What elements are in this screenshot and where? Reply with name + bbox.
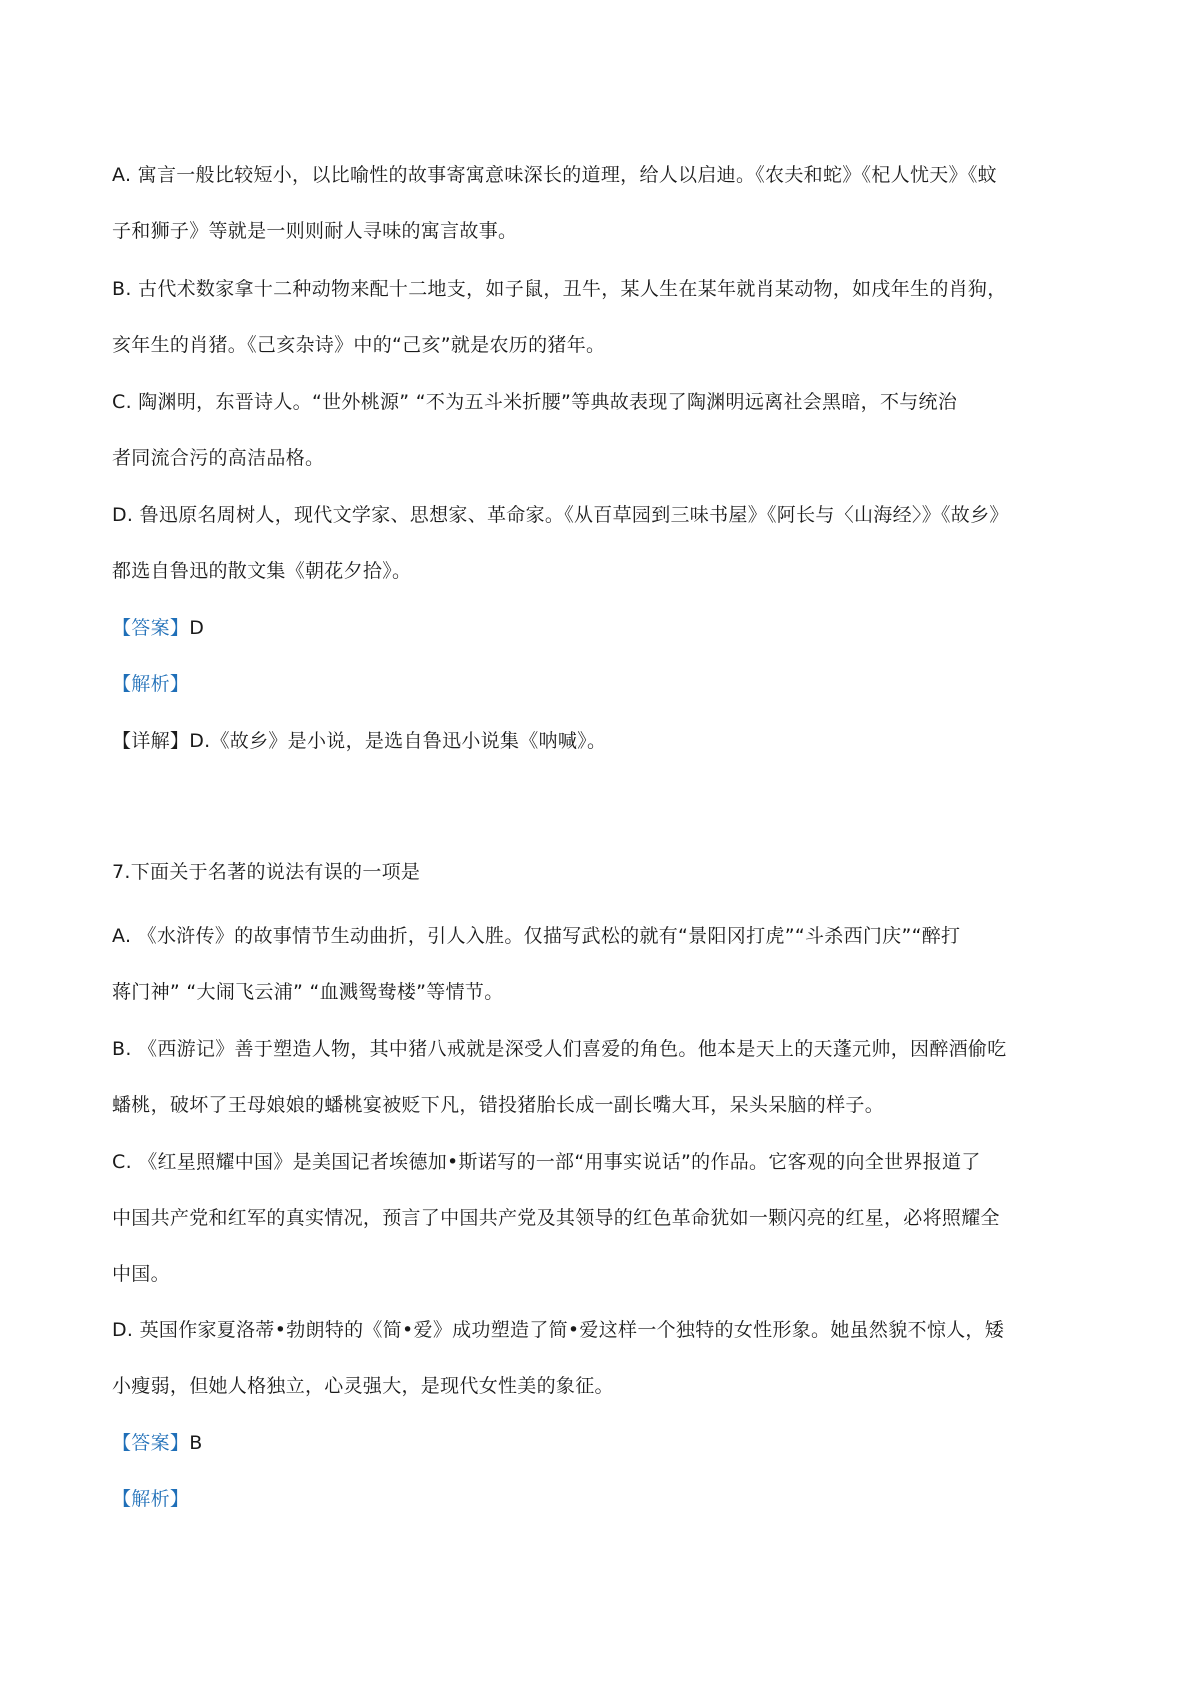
q6-option-d-line2: 都选自鲁迅的散文集《朝花夕拾》。	[112, 560, 412, 582]
answer-tag: 【答案】	[112, 1432, 190, 1454]
q7-stem: 7.下面关于名著的说法有误的一项是	[112, 861, 421, 883]
q6-option-d-line1: D. 鲁迅原名周树人，现代文学家、思想家、革命家。《从百草园到三味书屋》《阿长与〈山海经〉》《故乡》	[112, 504, 1009, 526]
answer-value: B	[189, 1432, 203, 1454]
q7-analysis	[112, 1485, 189, 1513]
q6-option-a-line2: 子和狮子》等就是一则则耐人寻味的寓言故事。	[112, 220, 518, 242]
q7-option-d-line2: 小瘦弱，但她人格独立，心灵强大，是现代女性美的象征。	[112, 1375, 614, 1397]
q6-option-b-line1: B. 古代术数家拿十二种动物来配十二地支，如子鼠，丑牛，某人生在某年就肖某动物，如戌年生的肖狗，	[112, 278, 1007, 300]
q7-option-b-line2: 蟠桃，破坏了王母娘娘的蟠桃宴被贬下凡，错投猪胎长成一副长嘴大耳，呆头呆脑的样子。	[112, 1094, 885, 1116]
q7-option-a-line2: 蒋门神” “大闹飞云浦” “血溅鸳鸯楼”等情节。	[112, 981, 504, 1003]
analysis-tag: 【解析】	[112, 673, 190, 695]
q6-option-b-line2: 亥年生的肖猪。《己亥杂诗》中的“己亥”就是农历的猪年。	[112, 334, 606, 356]
q6-option-c-line2: 者同流合污的高洁品格。	[112, 447, 325, 469]
detail-tag: 【详解】	[112, 730, 190, 752]
detail-text: D.《故乡》是小说，是选自鲁迅小说集《呐喊》。	[189, 730, 607, 752]
answer-tag: 【答案】	[112, 617, 190, 639]
q7-option-c-line3: 中国。	[112, 1263, 170, 1285]
q7-option-a-line1: A. 《水浒传》的故事情节生动曲折，引人入胜。仅描写武松的就有“景阳冈打虎”“斗杀西门庆”“醉打	[112, 925, 961, 947]
q7-option-c-line1: C. 《红星照耀中国》是美国记者埃德加•斯诺写的一部“用事实说话”的作品。它客观的向全世界报道了	[112, 1151, 981, 1173]
q7-answer	[112, 1429, 203, 1457]
q6-option-a-line1: A. 寓言一般比较短小，以比喻性的故事寄寓意味深长的道理，给人以启迪。《农夫和蛇》《杞人忧天》《蚊	[112, 164, 997, 186]
analysis-tag: 【解析】	[112, 1488, 190, 1510]
q7-option-d-line1: D. 英国作家夏洛蒂•勃朗特的《简•爱》成功塑造了简•爱这样一个独特的女性形象。她虽然貌不惊人，矮	[112, 1319, 1005, 1341]
answer-value: D	[189, 617, 205, 639]
q6-detail	[112, 727, 606, 755]
q6-option-c-line1: C. 陶渊明，东晋诗人。“世外桃源” “不为五斗米折腰”等典故表现了陶渊明远离社会黑暗，不与统治	[112, 391, 958, 413]
q7-option-b-line1: B. 《西游记》善于塑造人物，其中猪八戒就是深受人们喜爱的角色。他本是天上的天蓬元帅，因醉酒偷吃	[112, 1038, 1007, 1060]
q7-option-c-line2: 中国共产党和红军的真实情况，预言了中国共产党及其领导的红色革命犹如一颗闪亮的红星，必将照耀全	[112, 1207, 1000, 1229]
q6-analysis	[112, 670, 189, 698]
q6-answer	[112, 614, 204, 642]
